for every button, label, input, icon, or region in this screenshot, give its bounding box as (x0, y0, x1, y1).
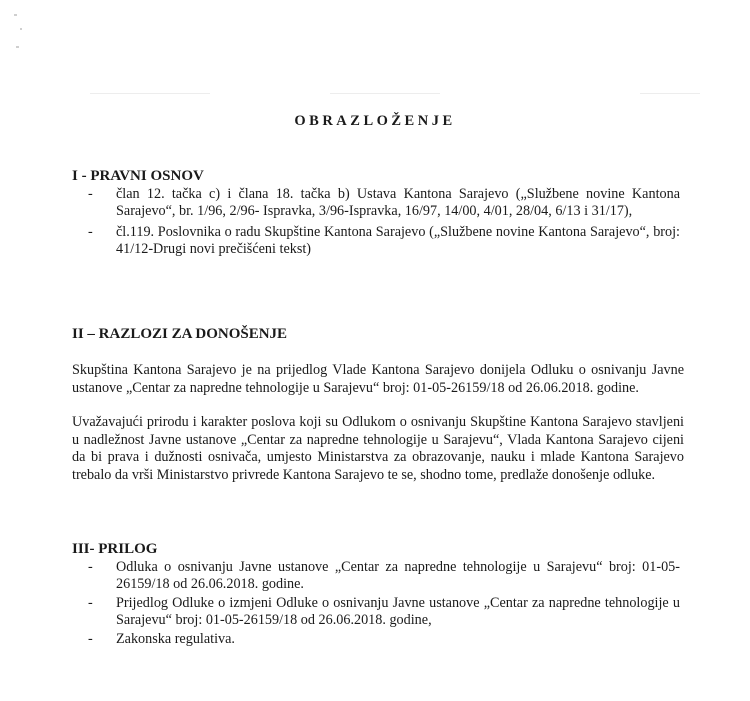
legal-basis-list (88, 186, 680, 262)
list-item (88, 559, 680, 594)
list-item-text: Zakonska regulativa. (116, 630, 235, 647)
scan-speck (16, 46, 19, 48)
scan-speck (14, 14, 17, 16)
list-item (88, 595, 680, 630)
section-heading-legal-basis: I - PRAVNI OSNOV (72, 168, 204, 184)
list-dash: - (88, 559, 93, 575)
list-dash: - (88, 594, 93, 611)
reasons-paragraph: Skupština Kantona Sarajevo je na prijedlog Vlade Kantona Sarajevo donijela Odluku o osnivanju Javne ustanove „Centar za napredne tehnologije u Sarajevu“ broj: 01-05-26159/18 od 26.06.2018. godine. (72, 362, 684, 396)
list-item (88, 224, 680, 259)
document-title: OBRAZLOŽENJE (294, 113, 456, 129)
list-item-text: Odluka o osnivanju Javne ustanove „Centar za napredne tehnologije u Sarajevu“ broj: 01-05-26159/18 od 26.06.2018. godine. (116, 559, 680, 593)
list-dash: - (88, 186, 93, 202)
list-item-text: Prijedlog Odluke o izmjeni Odluke o osnivanju Javne ustanove „Centar za napredne tehnologije u Sarajevu“ broj: 01-05-26159/18 od 26.06.2018. godine, (116, 594, 680, 629)
faint-scan-line (90, 93, 210, 94)
list-item-text: čl.119. Poslovnika o radu Skupštine Kantona Sarajevo („Službene novine Kantona Sarajevo“, broj: 41/12-Drugi novi prečišćeni tekst) (116, 223, 680, 258)
section-heading-reasons: II – RAZLOZI ZA DONOŠENJE (72, 326, 288, 342)
faint-scan-line (640, 93, 700, 94)
attachments-list (88, 559, 680, 649)
section-heading-attachments: III- PRILOG (72, 541, 158, 557)
faint-scan-line (330, 93, 440, 94)
reasons-paragraph: Uvažavajući prirodu i karakter poslova koji su Odlukom o osnivanju Skupštine Kantona Sarajevo stavljeni u nadležnost Javne ustanove „Centar za napredne tehnologije u Sarajevu“, Vlada Kantona Sarajevo cijeni da bi prava i dužnosti osnivača, umjesto Ministarstva za obrazovanje, nauku i mlade Kantona Sarajevo trebalo da vrši Ministarstvo privrede Kantona Sarajevo te se, shodno tome, predlaže donošenje odluke. (72, 414, 684, 483)
list-dash: - (88, 630, 93, 647)
list-item-text: član 12. tačka c) i člana 18. tačka b) Ustava Kantona Sarajevo („Službene novine Kantona Sarajevo“, br. 1/96, 2/96- Ispravka, 3/96-Ispravka, 16/97, 14/00, 4/01, 28/04, 6/13 i 31/17), (116, 186, 680, 220)
list-item (88, 631, 680, 648)
list-dash: - (88, 223, 93, 240)
list-item (88, 186, 680, 221)
scan-speck (20, 28, 22, 30)
